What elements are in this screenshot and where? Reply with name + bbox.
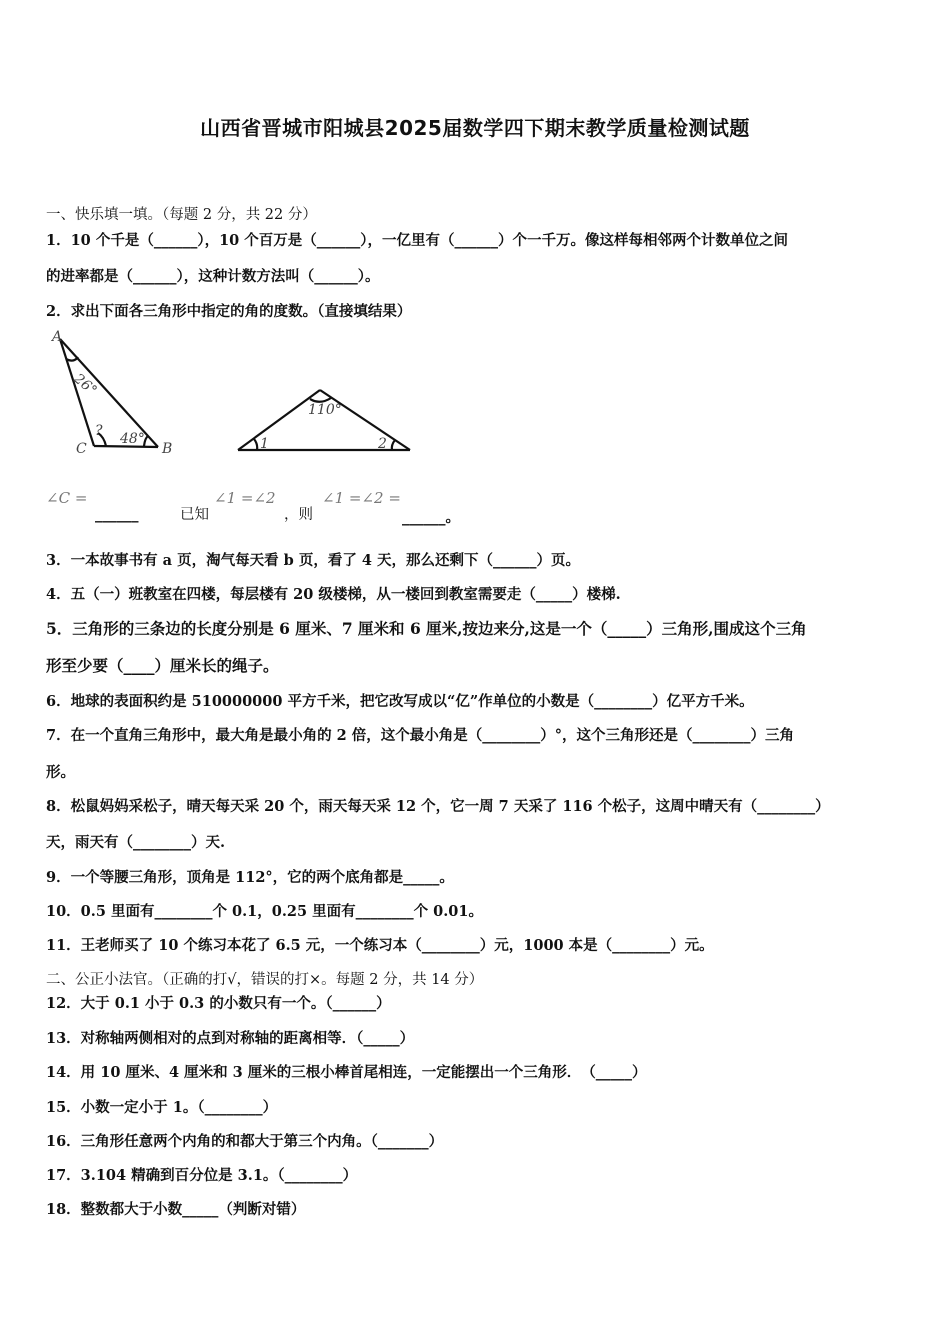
question-11: 11．王老师买了 10 个练习本花了 6.5 元，一个练习本（________）元，1000 本是（________）元。	[46, 937, 714, 954]
section-heading-1: 一、快乐填一填。（每题 2 分，共 22 分）	[46, 207, 317, 223]
question-8-line-2: 天，雨天有（________）天.	[46, 834, 226, 851]
question-5-line-2: 形至少要（____）厘米长的绳子。	[46, 656, 279, 675]
triangle-figure-abc	[40, 325, 190, 460]
question-6: 6．地球的表面积约是 510000000 平方千米，把它改写成以“亿”作单位的小数是（________）亿平方千米。	[46, 693, 754, 710]
angle-sum-expression: ∠1 =∠2 =	[322, 489, 401, 507]
question-9: 9．一个等腰三角形，顶角是 112°，它的两个底角都是_____。	[46, 869, 454, 886]
unknown-angle-label: ?	[95, 423, 103, 439]
question-8-line-1: 8．松鼠妈妈采松子，晴天每天采 20 个，雨天每天采 12 个，它一周 7 天采了 116 个松子，这周中晴天有（________）	[46, 798, 830, 815]
page-title: 山西省晋城市阳城县2025届数学四下期末教学质量检测试题	[200, 116, 750, 140]
question-17: 17．3.104 精确到百分位是 3.1。（________）	[46, 1167, 358, 1184]
angle-c-expression: ∠C =	[46, 489, 88, 507]
question-3: 3．一本故事书有 a 页，淘气每天看 b 页，看了 4 天，那么还剩下（______）页。	[46, 552, 580, 569]
angle-b-label: 48°	[120, 431, 145, 447]
question-16: 16．三角形任意两个内角的和都大于第三个内角。（_______）	[46, 1133, 444, 1150]
question-12: 12．大于 0.1 小于 0.3 的小数只有一个。（______）	[46, 995, 391, 1012]
angle-2-arc	[392, 440, 395, 450]
angle-a-label: 26°	[70, 370, 100, 400]
question-18: 18．整数都大于小数_____（判断对错）	[46, 1201, 306, 1218]
question-5-line-1: 5．三角形的三条边的长度分别是 6 厘米、7 厘米和 6 厘米,按边来分,这是一个（_____）三角形,围成这个三角	[46, 619, 807, 638]
angle-1-label: 1	[260, 436, 269, 452]
question-1-line-2: 的进率都是（______），这种计数方法叫（______）。	[46, 268, 380, 285]
question-15: 15．小数一定小于 1。（________）	[46, 1099, 278, 1116]
question-10: 10．0.5 里面有________个 0.1，0.25 里面有________个 0.01。	[46, 903, 483, 920]
top-angle-label: 110°	[308, 402, 342, 418]
known-label: 已知	[180, 507, 209, 523]
triangle-left-side	[238, 390, 320, 450]
angle-a-arc	[66, 357, 78, 361]
question-4: 4．五（一）班教室在四楼，每层楼有 20 级楼梯，从一楼回到教室需要走（_____）楼梯.	[46, 586, 621, 603]
question-2: 2．求出下面各三角形中指定的角的度数。（直接填结果）	[46, 303, 412, 320]
section-heading-2: 二、公正小法官。（正确的打√，错误的打×。每题 2 分，共 14 分）	[46, 972, 484, 988]
question-7-line-1: 7．在一个直角三角形中，最大角是最小角的 2 倍，这个最小角是（________）°，这个三角形还是（________）三角	[46, 727, 795, 744]
answer-blank-1: ______	[95, 506, 139, 523]
angle-1-arc	[254, 439, 257, 450]
vertex-label-b: B	[162, 441, 173, 457]
answer-blank-2: ______。	[402, 509, 460, 526]
equal-angles-expression: ∠1 =∠2	[214, 489, 276, 507]
angle-2-label: 2	[378, 436, 387, 452]
triangle-right-side	[320, 390, 410, 450]
vertex-label-a: A	[52, 329, 63, 345]
vertex-label-c: C	[76, 441, 87, 457]
question-14: 14．用 10 厘米、4 厘米和 3 厘米的三根小棒首尾相连，一定能摆出一个三角形． （_____）	[46, 1064, 647, 1081]
triangle-figure-isosceles	[230, 380, 420, 460]
question-7-line-2: 形。	[46, 764, 75, 781]
question-13: 13．对称轴两侧相对的点到对称轴的距离相等．（_____）	[46, 1030, 415, 1047]
question-1-line-1: 1．10 个千是（______），10 个百万是（______），一亿里有（______）个一千万。像这样每相邻两个计数单位之间	[46, 232, 789, 249]
then-label: ，则	[284, 507, 313, 523]
